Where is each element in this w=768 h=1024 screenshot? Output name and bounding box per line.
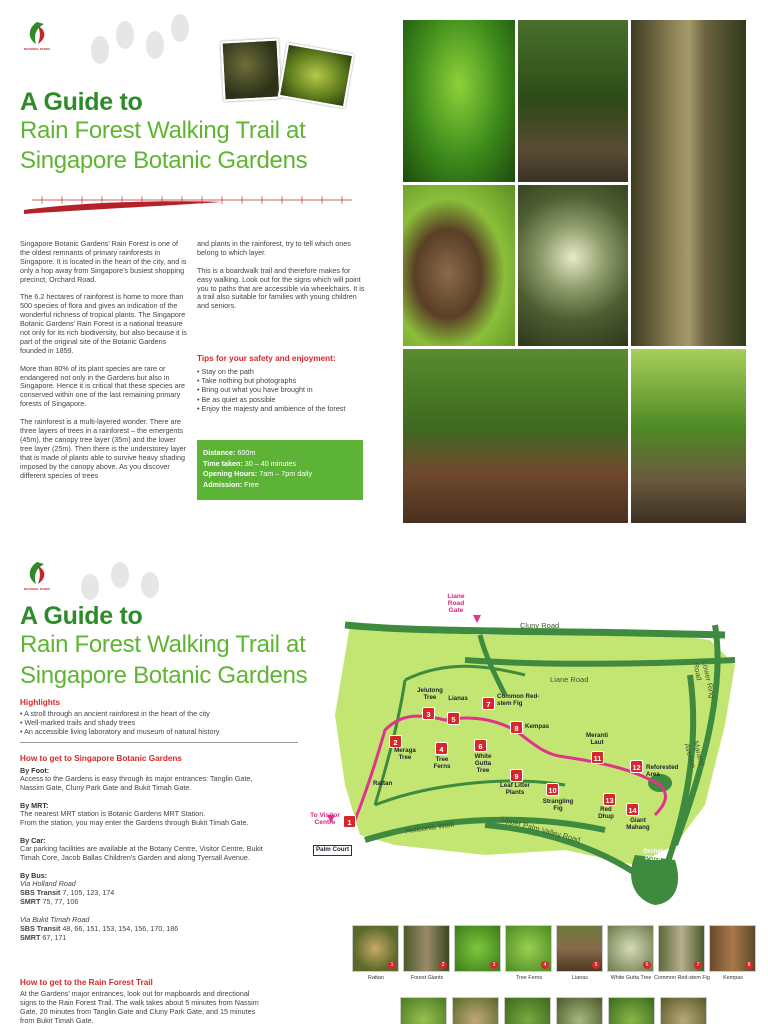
highlight-item: • An accessible living laboratory and museum of natural history [20,727,220,736]
trail-stop-13: 13 [603,793,616,806]
thumbnail-strip [352,925,752,985]
divider [20,742,298,743]
thumb-caption: Forest Giants [410,975,444,981]
trail-stop-4: 4 [435,742,448,755]
visitor-centre-label: To Visitor Centre [310,812,340,827]
highlights-title: Highlights [20,698,61,707]
liane-gate-label: Liane Road Gate [447,593,465,615]
thumb-lianas: 5 [556,925,603,972]
vine-photo [220,39,281,102]
by-mrt-text: The nearest MRT station is Botanic Gardens MRT Station. [20,809,206,818]
thumb-photo [660,997,707,1024]
leaf-photo [278,43,355,109]
admission-value: Free [242,479,259,489]
canopy-photo [518,185,628,346]
bottom-title-line3: Singapore Botanic Gardens [20,662,308,689]
by-foot-text: Access to the Gardens is easy through its major entrances: Tanglin Gate, [20,774,253,783]
trail-stop-14: 14 [626,803,639,816]
trail-map-graphic [305,605,750,905]
smrt-label: SMRT [20,933,41,942]
by-bus-title: By Bus: [20,871,48,880]
intro-paragraph: The rainforest is a multi-layered wonder. There are three layers of trees in a rainforest – the emergents (45m), the canopy tree layer (35m) and the lower tree layer (25m). Then there is the understorey layer that is made of plants able to survive heavy shading imposed by the canopy above. As you discover different species of trees [20,417,187,480]
sbs-label: SBS Transit [20,924,61,933]
how-to-get-trail-text: Gate, 20 minutes from Tanglin Gate and Cluny Park Gate, and 15 minutes [20,1007,256,1016]
lower-ring-road-label: Lower Ring Road [691,660,717,699]
by-mrt-title: By MRT: [20,801,49,810]
how-to-get-trail-text: from Bukit Timah Gate. [20,1016,94,1024]
ruler-decoration-icon [22,188,352,218]
thumb-caption: Common Red-stem Fig [654,975,710,981]
forest-path-photo [631,349,746,523]
heliconia-walk-label: Heliconia Walk [404,819,455,836]
top-title-line3: Singapore Botanic Gardens [20,147,308,174]
tip-item: • Stay on the path [197,367,367,376]
thumb-caption: Tree Ferns [515,975,543,981]
trail-info-box [197,440,363,500]
stop-label-meranti-laut: Meranti Laut [585,732,608,746]
stop-label-reforested: Reforested Area [646,764,679,778]
admission-label: Admission: [203,479,243,489]
hours-value: 7am – 7pm daily [257,469,313,478]
bottom-title-line2: Rain Forest Walking Trail at [20,631,306,658]
highlight-item: • Well-marked trails and shady trees [20,718,136,727]
maranti-avenue-label: Maranti Avenue [682,740,707,770]
time-value: 30 – 40 minutes [242,458,296,468]
squirrel-photo [403,185,515,346]
liane-road-label: Liane Road [550,675,589,684]
stop-label-tree-ferns: Tree Ferns [433,756,451,770]
trail-stop-1: 1 [343,815,356,828]
fern-photo [403,20,515,182]
smrt-routes: 75, 77, 106 [40,897,79,906]
bus-smrt-line [20,934,66,943]
trail-stop-7: 7 [482,697,495,710]
tips-title: Tips for your safety and enjoyment: [197,354,336,363]
how-to-get-gardens-title: How to get to Singapore Botanic Gardens [20,754,182,763]
thumb-caption: Lianas [572,975,588,981]
upper-palm-valley-label: Upper Palm Valley Road [500,814,582,845]
hours-label: Opening Hours: [203,469,258,478]
thumb-common-red-stem-fig: 7 [658,925,705,972]
cluny-road-label: Cluny Road [520,621,560,630]
how-to-get-trail-title: How to get to the Rain Forest Trail [20,978,153,987]
by-foot-text: Nassim Gate, Cluny Park Gate and Bukit Timah Gate. [20,783,192,792]
intro-paragraph: This is a boardwalk trail and therefore makes for easy walking. Look out for the signs which will point you to paths that are accessible via wheelchairs. It is a trail also suitable for families with young children and seniors. [197,265,365,311]
palm-court-label: Palm Court [313,845,352,856]
bus-smrt-line [20,898,78,907]
sbs-routes: 7, 105, 123, 174 [60,888,115,897]
by-mrt-text: From the station, you may enter the Gardens through Bukit Timah Gate. [20,818,249,827]
stop-label-lianas: Lianas [448,695,468,702]
thumb-photo [452,997,499,1024]
orchid-plaza-label: Orchid Plaza [643,848,663,862]
intro-paragraph: More than 80% of its plant species are rare or endangered not only in the Gardens but also in Singapore. Hence it is critical that these species are conserved within one of the last remaining primary forests of Singapore. [20,363,185,409]
tip-item: • Be as quiet as possible [197,395,367,404]
tips-list [197,367,367,413]
sbs-routes: 48, 66, 151, 153, 154, 156, 170, 186 [60,924,179,933]
how-to-get-trail-text: signs to the Rain Forest Trail. The walk takes about 5 minutes from Nassim [20,998,259,1007]
thumb-kempas: 8 [709,925,756,972]
smrt-routes: 67, 171 [40,933,67,942]
thumb-white-gutta: 6 [607,925,654,972]
trail-map [305,593,750,905]
tip-item: • Bring out what you have brought in [197,385,367,394]
intro-column-1 [20,240,188,489]
bottom-title-guide: A Guide to [20,602,143,630]
stop-label-strangling-fig: Strangling Fig [542,798,574,812]
thumb-rattan: 1 [352,925,399,972]
stop-label-rattan: Rattan [373,780,393,787]
tip-item: • Take nothing but photographs [197,376,367,385]
by-car-text: Car parking facilities are available at the Botany Centre, Visitor Centre, Bukit [20,844,263,853]
stop-label-common-red-stem-fig: Common Red-stem Fig [497,693,540,707]
bus-route-via: Via Holland Road [20,879,76,888]
bus-route-via: Via Bukit Timah Road [20,915,90,924]
thumb-photo [504,997,551,1024]
logo-text: NATIONAL PARKS [23,47,51,51]
stop-label-kempas: Kempas [525,723,550,730]
footprints-decoration-icon [80,10,210,70]
distance-label: Distance: [203,448,236,457]
stop-label-leaf-litter: Leaf Litter Plants [500,782,530,796]
thumb-forest-giants: 2 [403,925,450,972]
stop-label-white-gutta: White Gutta Tree [474,753,492,774]
trail-stop-12: 12 [630,760,643,773]
thumb-tree-ferns: 4 [505,925,552,972]
thumb-photo [608,997,655,1024]
boardwalk-bridge-photo [403,349,628,523]
trail-stop-8: 8 [510,721,523,734]
smrt-label: SMRT [20,897,41,906]
thumb-caption: Kempas [723,975,743,981]
trail-stop-9: 9 [510,769,523,782]
by-car-text: Timah Core, Jacob Ballas Children’s Garden and along Tyersall Avenue. [20,853,250,862]
how-to-get-trail-text: At the Gardens’ major entrances, look out for mapboards and directional [20,989,250,998]
thumb-forest-giants-2: 3 [454,925,501,972]
thumbnail-strip-2 [400,997,760,1024]
stop-label-giant-mahang: Giant Mahang [626,817,650,831]
top-title-line2: Rain Forest Walking Trail at [20,117,306,144]
distance-value: 600m [235,448,256,457]
trail-stop-2: 2 [389,735,402,748]
thumb-caption: Rattan [368,975,384,981]
intro-paragraph: Singapore Botanic Gardens’ Rain Forest is one of the oldest remnants of primary rainforests in Singapore. It is located in the heart of the city, and is only a hop away from Singapore’s busiest shopping precinct, Orchard Road. [20,239,187,284]
trail-stop-10: 10 [546,783,559,796]
trail-stop-5: 5 [447,712,460,725]
logo-text: NATIONAL PARKS [23,587,51,591]
footprints-decoration-icon [70,555,190,605]
thumb-photo [400,997,447,1024]
intro-paragraph: The 6.2 hectares of rainforest is home to more than 500 species of flora and gives an indication of the wonderful richness of tropical plants. The Singapore Botanic Gardens’ Rain Forest is a national treasure not only for its rich biodiversity, but also because it is part of the original site of the Botanic Gardens founded in 1859. [20,292,187,355]
stop-label-red-dhup: Red Dhup [598,806,614,820]
boardwalk-steps-photo [518,20,628,182]
highlight-item: • A stroll through an ancient rainforest in the heart of the city [20,709,210,718]
stop-label-meraga: Meraga Tree [394,747,416,761]
thumb-caption: White Gutta Tree [610,975,652,981]
bottom-panel [0,535,768,1024]
by-foot-title: By Foot: [20,766,50,775]
thumb-photo [556,997,603,1024]
by-car-title: By Car: [20,836,46,845]
trail-stop-11: 11 [591,751,604,764]
tip-item: • Enjoy the majesty and ambience of the forest [197,404,367,413]
time-label: Time taken: [203,458,243,468]
sbs-label: SBS Transit [20,888,61,897]
intro-column-2 [197,240,365,320]
trail-stop-3: 3 [422,707,435,720]
top-title-guide: A Guide to [20,88,143,116]
trail-stop-6: 6 [474,739,487,752]
intro-paragraph: and plants in the rainforest, try to tell which ones belong to which layer. [197,239,351,257]
buttress-tree-photo [631,20,746,346]
stop-label-jelutong: Jelutong Tree [417,687,443,701]
